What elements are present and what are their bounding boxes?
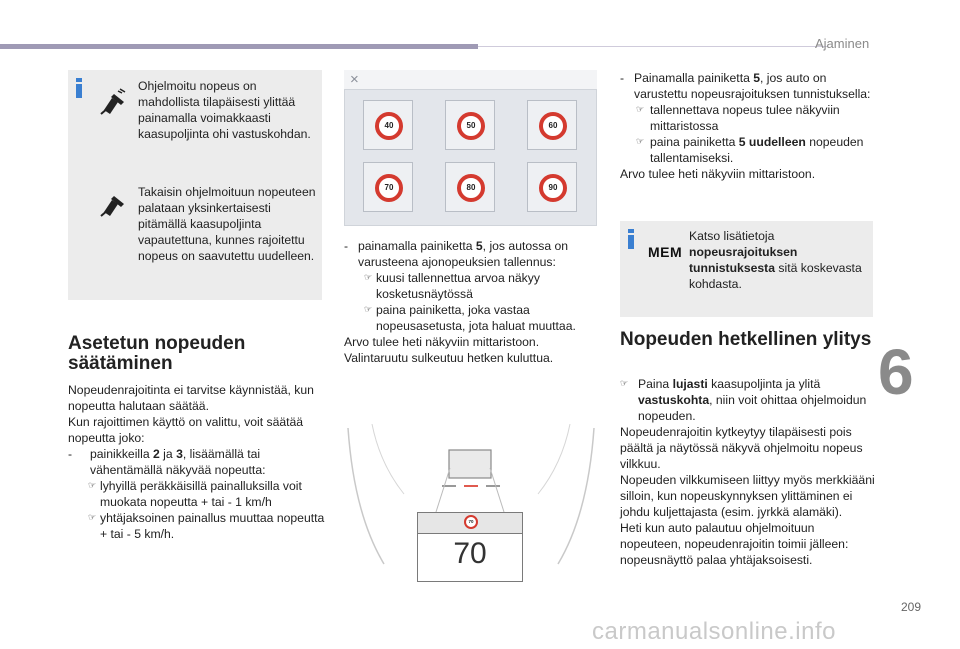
preset-speed-button[interactable] [445,162,495,212]
arrow-bullet-icon: ☞ [636,137,645,147]
arrow-bullet-icon: ☞ [620,379,629,389]
right-body-top [620,70,878,182]
preset-speed-button[interactable] [527,100,577,150]
key: 5 [753,71,761,85]
right-body-bottom [620,376,878,568]
text-bold: lujasti [672,377,708,391]
text: yhtäjaksoinen painallus muuttaa nopeutta + tai - 5 km/h. [100,511,325,541]
left-bullet-1 [68,446,326,478]
page-number: 209 [901,600,922,614]
text: sitä koskevasta kohdasta. [689,261,862,291]
speed-limit-sign-icon [539,112,567,140]
middle-p2: Valintaruutu sulkeutuu hetken kuluttua. [344,351,554,365]
text: kaasupoljinta ja ylitä [707,377,821,391]
text: , niin voit ohittaa ohjelmoidun nopeuden. [638,393,867,423]
key: 5 [475,239,483,253]
speed-limit-sign-icon [539,174,567,202]
text: painikkeilla [90,447,154,461]
text: , lisäämällä tai vähentämällä näkyvää nopeutta: [90,447,266,477]
text: Katso lisätietoja [689,229,775,243]
text: Painamalla painiketta [634,71,754,85]
left-p1: Nopeudenrajoitinta ei tarvitse käynnistää, kun nopeutta halutaan säätää. [68,383,314,413]
text: nopeuden tallentamiseksi. [650,135,864,165]
preset-speed-value: 90 [548,183,558,192]
preset-speed-value: 40 [384,121,394,130]
preset-speed-button[interactable] [527,162,577,212]
preset-speed-button[interactable] [445,100,495,150]
speed-limit-sign-icon [375,174,403,202]
text: paina painiketta, joka vastaa nopeusasetusta, jota haluat muuttaa. [376,303,576,333]
key: 2 [153,447,160,461]
text: painamalla painiketta [358,239,476,253]
dash: - [620,71,625,85]
text: , jos autossa on varusteena ajonopeuksien tallennus: [358,239,569,269]
right-bullet [620,70,878,102]
right-p3: Nopeuden vilkkumiseen liittyy myös merkkiääni silloin, kun nopeuskynnyksen ylittäminen ei johdu kuljettajasta (esim. jyrkkä alamäki). [620,473,875,519]
heading-line-2: säätäminen [68,353,173,374]
preset-speed-button[interactable] [363,162,413,212]
heading-adjust-speed [68,334,328,374]
middle-body [344,238,592,366]
dash: - [344,239,349,253]
text-bold: vastuskohta [638,393,710,407]
text: ja [159,447,177,461]
dash: - [68,447,73,461]
text: tallennettava nopeus tulee näkyviin mittaristossa [650,103,840,133]
middle-bullet [344,238,592,270]
watermark: carmanualsonline.info [592,618,836,645]
middle-sub-2 [344,302,592,334]
info-override-text: Ohjelmoitu nopeus on mahdollista tilapäisesti ylittää painamalla voimakkaasti kaasupoljinta ohi vastuskohdan. [138,79,311,141]
text: Paina [638,377,673,391]
right-step [620,376,878,424]
left-p2: Kun rajoittimen käyttö on valittu, voit säätää nopeutta joko: [68,415,304,445]
middle-sub-1 [344,270,592,302]
mem-icon: MEM [648,244,683,260]
info-mem-text [689,228,869,292]
key: 3 [176,447,183,461]
pedal-release-icon [98,190,128,220]
key: 5 uudelleen [738,135,806,149]
right-sub-2 [620,134,878,166]
preset-speed-value: 60 [548,121,558,130]
arrow-bullet-icon: ☞ [88,513,97,523]
preset-speed-button[interactable] [363,100,413,150]
speed-limit-sign-icon [464,515,478,529]
heading-line-1: Asetetun nopeuden [68,333,246,354]
arrow-bullet-icon: ☞ [364,273,373,283]
close-icon[interactable]: × [350,71,359,88]
speed-limit-sign-icon [457,174,485,202]
preset-speed-value: 80 [466,183,476,192]
pedal-press-icon [98,88,128,118]
speed-limit-sign-icon [375,112,403,140]
left-sub-2 [68,510,326,542]
preset-speed-value: 70 [384,183,394,192]
heading-temporary-override: Nopeuden hetkellinen ylitys [620,329,872,350]
sign-value: 70 [468,519,474,524]
arrow-bullet-icon: ☞ [636,105,645,115]
text: lyhyillä peräkkäisillä painalluksilla voit muokata nopeutta + tai - 1 km/h [100,479,302,509]
left-body [68,382,326,542]
arrow-bullet-icon: ☞ [364,305,373,315]
left-sub-1 [68,478,326,510]
touchscreen-top-bar [344,70,597,90]
right-p4: Heti kun auto palautuu ohjelmoituun nopeuteen, nopeudenrajoitin toimii jälleen: nopeusnäyttö palaa yhtäjaksoisesti. [620,521,849,567]
middle-p1: Arvo tulee heti näkyviin mittaristoon. [344,335,540,349]
header-bar [0,44,478,49]
right-p1: Arvo tulee heti näkyviin mittaristoon. [620,167,816,181]
preset-speed-value: 50 [466,121,476,130]
header-rule [478,46,828,47]
info-return-text: Takaisin ohjelmoituun nopeuteen palataan yksinkertaisesti pitämällä kaasupoljinta vapautettuna, kunnes rajoitettu nopeus on saavutettu uudelleen. [138,185,316,263]
text: , jos auto on varustettu nopeusrajoituksen tunnistuksella: [634,71,871,101]
speed-limit-sign-icon [457,112,485,140]
info-icon [76,78,82,98]
right-sub-1 [620,102,878,134]
section-label: Ajaminen [815,36,870,51]
right-p2: Nopeudenrajoitin kytkeytyy tilapäisesti pois päältä ja näytössä näkyvä ohjelmoitu nopeus vilkkuu. [620,425,863,471]
info-icon [628,229,634,249]
text: kuusi tallennettua arvoa näkyy kosketusnäytössä [376,271,540,301]
arrow-bullet-icon: ☞ [88,481,97,491]
text: paina painiketta [650,135,739,149]
speed-readout-value: 70 [453,537,487,570]
chapter-number: 6 [878,336,914,408]
text-bold: nopeusrajoituksen tunnistuksesta [689,245,798,275]
